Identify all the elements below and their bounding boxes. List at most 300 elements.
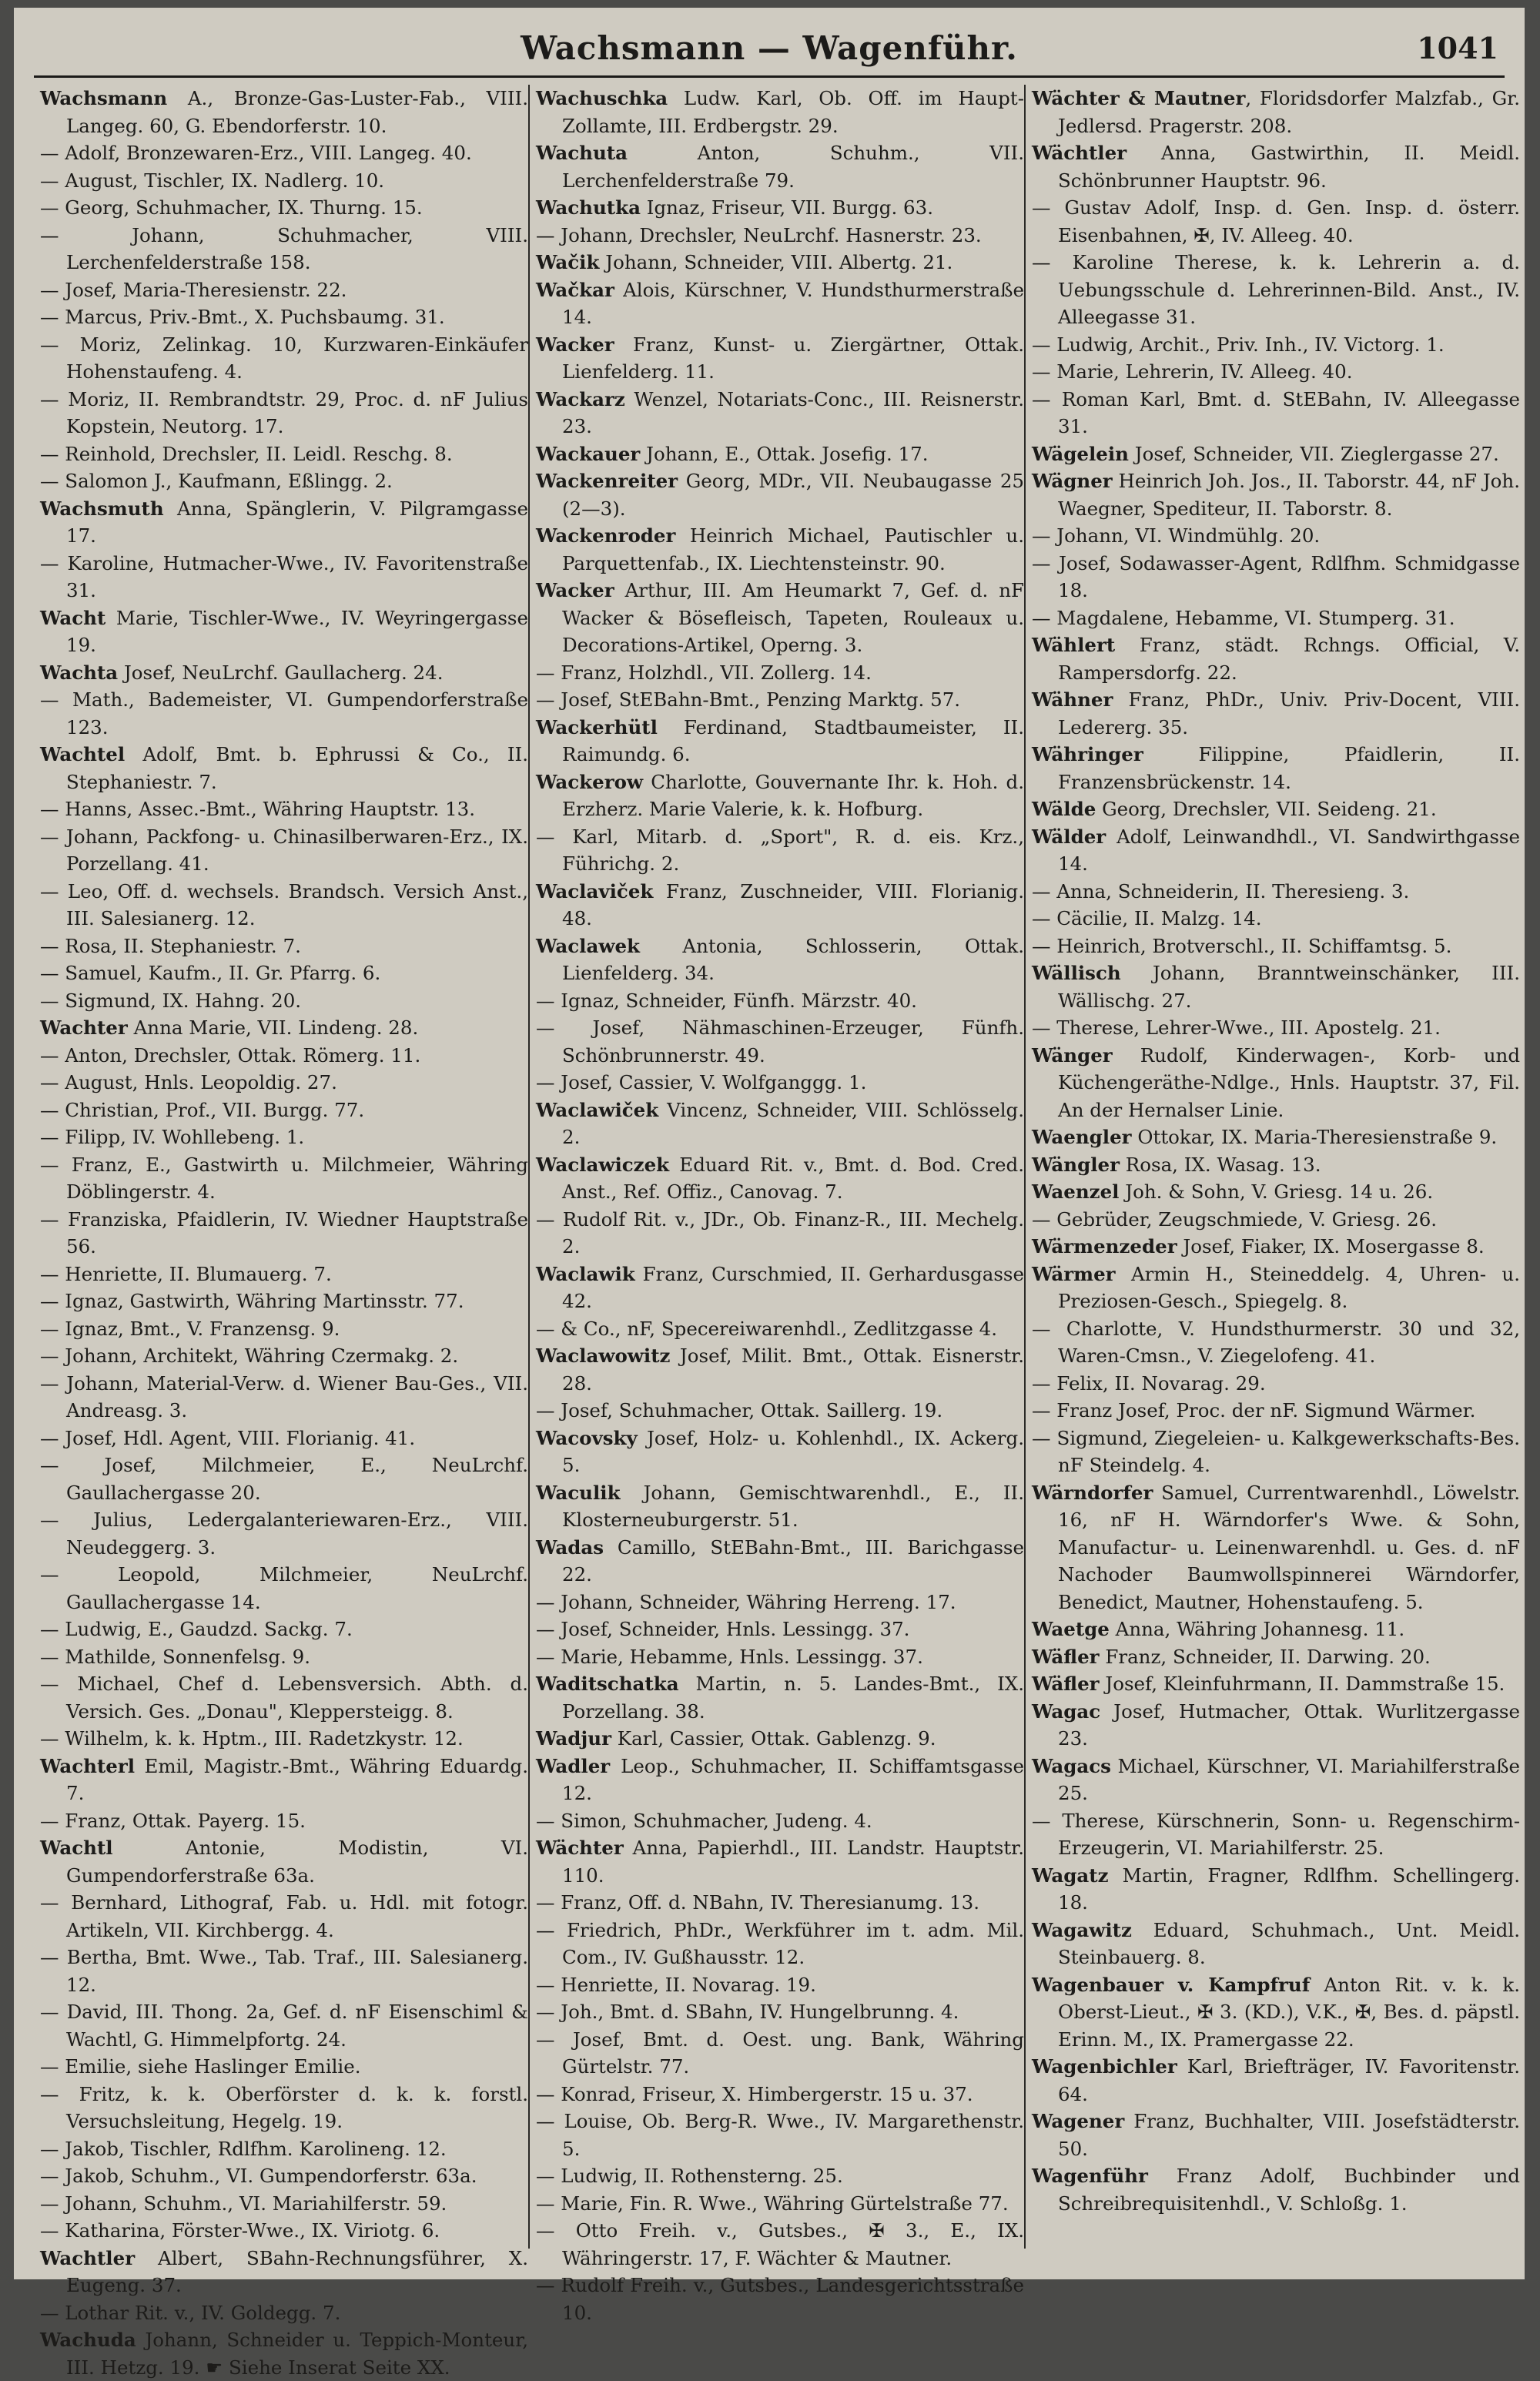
entry-surname: Wackenroder — [536, 524, 676, 547]
entry-surname: Wackauer — [536, 442, 641, 465]
directory-entry — [536, 1753, 1024, 1807]
entry-surname: Wähner — [1032, 688, 1113, 711]
entry-text: — Adolf, Bronzewaren-Erz., VIII. Langeg. 40. — [40, 142, 472, 164]
entry-text: — August, Hnls. Leopoldig. 27. — [40, 1071, 337, 1093]
entry-text: — Fritz, k. k. Oberförster d. k. k. forstl. Versuchsleitung, Hegelg. 19. — [40, 2082, 528, 2132]
directory-entry — [1032, 1643, 1520, 1671]
directory-entry — [1032, 1807, 1520, 1862]
entry-text: — Johann, Schuhmacher, VIII. Lerchenfelderstraße 158. — [40, 223, 528, 273]
directory-entry — [40, 1342, 528, 1370]
entry-text: — Karl, Mitarb. d. „Sport", R. d. eis. Krz., Führichg. 2. — [536, 825, 1024, 875]
entry-surname: Waclawiček — [536, 1098, 659, 1121]
entry-surname: Waenzel — [1032, 1180, 1120, 1203]
entry-surname: Wachterl — [40, 1754, 136, 1777]
entry-text: Marie, Tischler-Wwe., IV. Weyringergasse 19. — [66, 606, 528, 656]
entry-text: — Marie, Fin. R. Wwe., Währing Gürtelstraße 77. — [536, 2192, 1009, 2215]
directory-entry — [1032, 550, 1520, 604]
entry-text: A., Bronze-Gas-Luster-Fab., VIII. Langeg. 60, G. Ebendorferstr. 10. — [66, 87, 528, 137]
directory-entry — [40, 1370, 528, 1425]
entry-surname: Waculik — [536, 1481, 621, 1504]
directory-entry — [536, 386, 1024, 440]
entry-surname: Wachtl — [40, 1837, 113, 1859]
entry-text: — Marie, Lehrerin, IV. Alleeg. 40. — [1032, 360, 1353, 383]
directory-entry — [1032, 686, 1520, 741]
directory-entry — [1032, 1698, 1520, 1753]
directory-entry — [1032, 795, 1520, 823]
entry-text: Franz, Kunst- u. Ziergärtner, Ottak. Lienfelderg. 11. — [562, 333, 1024, 383]
entry-text: — Sigmund, IX. Hahng. 20. — [40, 989, 302, 1012]
directory-entry — [1032, 139, 1520, 194]
directory-entry — [536, 1425, 1024, 1479]
entry-text: Ottokar, IX. Maria-Theresienstraße 9. — [1131, 1126, 1498, 1148]
directory-entry — [1032, 194, 1520, 249]
entry-surname: Wachutka — [536, 196, 641, 219]
entry-surname: Wagener — [1032, 2110, 1125, 2132]
directory-entry — [1032, 823, 1520, 878]
directory-entry — [536, 139, 1024, 194]
directory-entry — [1032, 604, 1520, 632]
directory-entry — [536, 1725, 1024, 1753]
directory-entry — [536, 659, 1024, 687]
entry-surname: Wackarz — [536, 387, 625, 410]
directory-entry — [1032, 1370, 1520, 1398]
entry-surname: Wärndorfer — [1032, 1481, 1153, 1504]
entry-text: — Karoline, Hutmacher-Wwe., IV. Favoritenstraße 31. — [40, 551, 528, 601]
entry-text: Adolf, Bmt. b. Ephrussi & Co., II. Stephaniestr. 7. — [66, 743, 528, 793]
directory-entry — [536, 2108, 1024, 2162]
entry-text: — Ludwig, E., Gaudzd. Sackg. 7. — [40, 1618, 353, 1640]
directory-entry — [40, 550, 528, 604]
entry-surname: Wachta — [40, 661, 119, 684]
entry-text: Georg, Drechsler, VII. Seideng. 21. — [1096, 798, 1437, 820]
entry-text: — Johann, Schuhm., VI. Mariahilferstr. 59. — [40, 2192, 447, 2215]
directory-entry — [1032, 1315, 1520, 1370]
entry-text: — Johann, VI. Windmühlg. 20. — [1032, 524, 1321, 547]
directory-entry — [40, 1315, 528, 1343]
directory-entry — [536, 1479, 1024, 1534]
entry-text: — Heinrich, Brotverschl., II. Schiffamtsg. 5. — [1032, 934, 1452, 957]
entry-text: Anna Marie, VII. Lindeng. 28. — [127, 1016, 419, 1039]
directory-entry — [536, 714, 1024, 769]
entry-text: Franz, Schneider, II. Darwing. 20. — [1099, 1645, 1431, 1668]
directory-entry — [1032, 1397, 1520, 1425]
directory-entry — [536, 1069, 1024, 1097]
entry-text: Georg, MDr., VII. Neubaugasse 25 (2—3). — [562, 470, 1024, 520]
entry-text: — Franz, Holzhdl., VII. Zollerg. 14. — [536, 661, 872, 684]
entry-text: — Reinhold, Drechsler, II. Leidl. Reschg. 8. — [40, 442, 453, 465]
entry-text: Ignaz, Friseur, VII. Burgg. 63. — [640, 196, 934, 219]
entry-text: Karl, Briefträger, IV. Favoritenstr. 64. — [1058, 2055, 1520, 2105]
directory-entry — [40, 1807, 528, 1835]
column-divider — [528, 85, 530, 2249]
directory-entry — [40, 878, 528, 933]
entry-text: Anna, Gastwirthin, II. Meidl. Schönbrunner Hauptstr. 96. — [1058, 142, 1520, 192]
directory-entry — [40, 987, 528, 1015]
entry-surname: Wachuda — [40, 2329, 136, 2351]
directory-entry — [536, 1151, 1024, 1206]
entry-surname: Wächter — [536, 1837, 624, 1859]
entry-text: — Wilhelm, k. k. Hptm., III. Radetzkystr. 12. — [40, 1727, 464, 1750]
entry-text: Eduard Rit. v., Bmt. d. Bod. Cred. Anst., Ref. Offiz., Canovag. 7. — [562, 1153, 1024, 1203]
entry-text: — Franz, Ottak. Payerg. 15. — [40, 1809, 306, 1832]
entry-text: Franz, PhDr., Univ. Priv-Docent, VIII. Ledererg. 35. — [1058, 688, 1520, 738]
column-2 — [536, 85, 1024, 2324]
directory-entry — [40, 386, 528, 440]
directory-entry — [1032, 1616, 1520, 1643]
entry-surname: Wacker — [536, 579, 614, 601]
directory-entry — [40, 467, 528, 495]
entry-surname: Waengler — [1032, 1126, 1132, 1148]
directory-entry — [1032, 467, 1520, 522]
directory-entry — [536, 933, 1024, 987]
directory-entry — [1032, 249, 1520, 331]
directory-entry — [536, 1261, 1024, 1315]
entry-text: Anton Rit. v. k. k. Oberst-Lieut., ✠ 3. (KD.), V.K., ✠, Bes. d. päpstl. Erinn. M., IX. Pramergasse 22. — [1058, 1973, 1520, 2051]
entry-text: — Georg, Schuhmacher, IX. Thurng. 15. — [40, 196, 423, 219]
directory-entry — [536, 686, 1024, 714]
entry-text: Antonia, Schlosserin, Ottak. Lienfelderg. 34. — [562, 934, 1024, 984]
entry-text: — Simon, Schuhmacher, Judeng. 4. — [536, 1809, 872, 1832]
entry-text: Anna, Währing Johannesg. 11. — [1109, 1618, 1405, 1640]
column-divider — [1024, 85, 1026, 2249]
entry-text: Eduard, Schuhmach., Unt. Meidl. Steinbauerg. 8. — [1058, 1918, 1520, 1968]
entry-surname: Wackenreiter — [536, 470, 678, 492]
entry-text: — Bertha, Bmt. Wwe., Tab. Traf., III. Salesianerg. 12. — [40, 1946, 528, 1996]
directory-entry — [1032, 331, 1520, 359]
entry-surname: Waclaviček — [536, 879, 654, 903]
entry-text: — Salomon J., Kaufmann, Eßlingg. 2. — [40, 470, 393, 492]
directory-entry — [536, 249, 1024, 276]
directory-entry — [40, 1725, 528, 1753]
entry-text: — Konrad, Friseur, X. Himbergerstr. 15 u. 37. — [536, 2082, 973, 2105]
entry-text: Anna, Spänglerin, V. Pilgramgasse 17. — [66, 497, 528, 547]
entry-text: — Leo, Off. d. wechsels. Brandsch. Versich Anst., III. Salesianerg. 12. — [40, 879, 528, 929]
running-title: Wachsmann — Wagenführ. — [521, 29, 1018, 67]
entry-text: — Josef, Hdl. Agent, VIII. Florianig. 41. — [40, 1426, 416, 1449]
directory-entry — [40, 85, 528, 139]
entry-surname: Waclawek — [536, 934, 641, 957]
entry-surname: Waclawiczek — [536, 1153, 670, 1176]
directory-entry — [536, 1670, 1024, 1725]
directory-entry — [536, 331, 1024, 386]
directory-entry — [536, 1889, 1024, 1917]
entry-text: Samuel, Currentwarenhdl., Löwelstr. 16, nF H. Wärndorfer's Wwe. & Sohn, Manufactur- u. Leinenwarenhdl. u. Ges. d. nF Nachoder Baumwollspinnerei Wärndorfer, Benedict, Mautner, Hohenstaufeng. 5. — [1058, 1481, 1520, 1613]
directory-entry — [40, 1097, 528, 1124]
entry-text: — Josef, Milchmeier, E., NeuLrchf. Gaullachergasse 20. — [40, 1454, 528, 1504]
entry-text: — Franz, E., Gastwirth u. Milchmeier, Währing Döblingerstr. 4. — [40, 1153, 528, 1203]
directory-entry — [536, 987, 1024, 1015]
entry-text: — Rosa, II. Stephaniestr. 7. — [40, 934, 301, 957]
header-rule — [34, 75, 1505, 78]
entry-text: — Johann, Material-Verw. d. Wiener Bau-Ges., VII. Andreasg. 3. — [40, 1371, 528, 1422]
entry-surname: Wachsmuth — [40, 497, 164, 520]
directory-entry — [40, 1670, 528, 1725]
entry-surname: Wackerow — [536, 770, 644, 793]
directory-entry — [1032, 1862, 1520, 1917]
directory-entry — [40, 795, 528, 823]
entry-surname: Wačik — [536, 251, 600, 273]
directory-entry — [1032, 2053, 1520, 2108]
entry-text: — Louise, Ob. Berg-R. Wwe., IV. Margarethenstr. 5. — [536, 2110, 1024, 2160]
entry-text: — Johann, Schneider, Währing Herreng. 17. — [536, 1590, 956, 1613]
entry-text: — Cäcilie, II. Malzg. 14. — [1032, 907, 1262, 929]
entry-text: — Gebrüder, Zeugschmiede, V. Griesg. 26. — [1032, 1207, 1438, 1231]
directory-entry — [536, 1998, 1024, 2026]
entry-text: — Rudolf Freih. v., Gutsbes., Landesgerichtsstraße 10. — [536, 2274, 1024, 2324]
entry-text: — Filipp, IV. Wohllebeng. 1. — [40, 1126, 305, 1148]
entry-text: — Johann, Packfong- u. Chinasilberwaren-Erz., IX. Porzellang. 41. — [40, 825, 528, 875]
entry-text: — Mathilde, Sonnenfelsg. 9. — [40, 1645, 311, 1668]
directory-entry — [1032, 1178, 1520, 1206]
entry-text: — Therese, Lehrer-Wwe., III. Apostelg. 21. — [1032, 1016, 1441, 1039]
entry-text: Franz, Zuschneider, VIII. Florianig. 48. — [562, 879, 1024, 929]
directory-entry — [40, 167, 528, 195]
entry-text: Heinrich Joh. Jos., II. Taborstr. 44, nF Joh. Waegner, Spediteur, II. Taborstr. 8. — [1058, 470, 1520, 520]
directory-entry — [40, 604, 528, 659]
entry-text: Johann, E., Ottak. Josefig. 17. — [640, 442, 929, 465]
directory-entry — [536, 577, 1024, 659]
entry-text: Johann, Schneider u. Teppich-Monteur, III. Hetzg. 19. ☛ Siehe Inserat Seite XX. — [66, 2329, 528, 2379]
directory-entry — [40, 1834, 528, 1889]
entry-surname: Wagenführ — [1032, 2165, 1148, 2187]
entry-surname: Wälde — [1032, 798, 1096, 820]
directory-entry — [536, 440, 1024, 468]
entry-text: — Gustav Adolf, Insp. d. Gen. Insp. d. österr. Eisenbahnen, ✠, IV. Alleeg. 40. — [1032, 196, 1520, 246]
entry-text: — Jakob, Tischler, Rdlfhm. Karolineng. 12. — [40, 2137, 447, 2160]
entry-surname: Wačkar — [536, 278, 614, 301]
entry-surname: Wächter & Mautner — [1032, 87, 1246, 109]
directory-entry — [40, 659, 528, 687]
directory-entry — [40, 1889, 528, 1944]
entry-text: — Josef, Sodawasser-Agent, Rdlfhm. Schmidgasse 18. — [1032, 551, 1520, 601]
entry-surname: Wagenbauer v. Kampfruf — [1032, 1973, 1311, 1996]
entry-text: — Anton, Drechsler, Ottak. Römerg. 11. — [40, 1043, 421, 1067]
entry-text: — Franz, Off. d. NBahn, IV. Theresianumg. 13. — [536, 1891, 980, 1914]
entry-text: — Ignaz, Gastwirth, Währing Martinsstr. 77. — [40, 1290, 464, 1312]
entry-text: Josef, Fiaker, IX. Mosergasse 8. — [1177, 1235, 1485, 1257]
entry-text: — Math., Bademeister, VI. Gumpendorferstraße 123. — [40, 688, 528, 738]
entry-surname: Wängler — [1032, 1153, 1120, 1176]
directory-entry — [1032, 933, 1520, 960]
directory-entry — [536, 2190, 1024, 2218]
entry-text: — Christian, Prof., VII. Burgg. 77. — [40, 1098, 365, 1121]
entry-text: — Michael, Chef d. Lebensversich. Abth. d. Versich. Ges. „Donau", Kleppersteigg. 8. — [40, 1673, 528, 1723]
directory-entry — [40, 1616, 528, 1643]
entry-text: — Anna, Schneiderin, II. Theresieng. 3. — [1032, 879, 1410, 903]
directory-entry — [1032, 741, 1520, 795]
entry-text: Arthur, III. Am Heumarkt 7, Gef. d. nF Wacker & Bösefleisch, Tapeten, Rouleaux u. Decorations-Artikel, Operng. 3. — [562, 579, 1024, 656]
directory-entry — [1032, 1151, 1520, 1179]
directory-entry — [40, 440, 528, 468]
entry-text: Josef, Milit. Bmt., Ottak. Eisnerstr. 28. — [562, 1345, 1024, 1395]
entry-surname: Waclawik — [536, 1262, 635, 1285]
entry-text: Vincenz, Schneider, VIII. Schlösselg. 2. — [562, 1098, 1024, 1148]
directory-entry — [40, 1124, 528, 1151]
entry-text: — Leopold, Milchmeier, NeuLrchf. Gaullachergasse 14. — [40, 1563, 528, 1613]
entry-text: — Josef, Schneider, Hnls. Lessingg. 37. — [536, 1618, 910, 1640]
entry-surname: Wagatz — [1032, 1864, 1109, 1887]
directory-entry — [536, 2217, 1024, 2272]
entry-text: Franz, Buchhalter, VIII. Josefstädterstr. 50. — [1058, 2110, 1520, 2160]
column-3 — [1032, 85, 1520, 2264]
directory-entry — [40, 194, 528, 222]
directory-entry — [40, 331, 528, 386]
directory-entry — [536, 1097, 1024, 1151]
directory-entry — [536, 1589, 1024, 1616]
entry-text: Franz Adolf, Buchbinder und Schreibrequisitenhdl., V. Schloßg. 1. — [1058, 2165, 1520, 2215]
directory-entry — [1032, 2108, 1520, 2162]
directory-entry — [40, 1151, 528, 1206]
entry-text: Heinrich Michael, Pautischler u. Parquettenfab., IX. Liechtensteinstr. 90. — [562, 524, 1024, 574]
directory-entry — [40, 933, 528, 960]
entry-text: — & Co., nF, Specereiwarenhdl., Zedlitzgasse 4. — [536, 1317, 998, 1340]
directory-entry — [1032, 1206, 1520, 1234]
entry-surname: Waclawowitz — [536, 1345, 671, 1367]
directory-entry — [536, 522, 1024, 577]
directory-entry — [40, 1452, 528, 1506]
entry-text: Franz, Curschmied, II. Gerhardusgasse 42. — [562, 1262, 1024, 1312]
directory-entry — [40, 139, 528, 167]
directory-entry — [40, 1561, 528, 1616]
entry-surname: Wärmer — [1032, 1262, 1116, 1285]
directory-entry — [40, 1643, 528, 1671]
entry-surname: Wachter — [40, 1016, 128, 1039]
entry-surname: Wäfler — [1032, 1645, 1100, 1668]
directory-entry — [536, 467, 1024, 522]
directory-entry — [40, 959, 528, 987]
entry-surname: Wächtler — [1032, 142, 1127, 164]
entry-text: Josef, Kleinfuhrmann, II. Dammstraße 15. — [1099, 1673, 1505, 1695]
entry-text: Franz, städt. Rchngs. Official, V. Rampersdorfg. 22. — [1058, 634, 1520, 684]
entry-text: — Rudolf Rit. v., JDr., Ob. Finanz-R., III. Mechelg. 2. — [536, 1207, 1024, 1257]
directory-entry — [536, 1834, 1024, 1889]
entry-text: Josef, NeuLrchf. Gaullacherg. 24. — [118, 661, 444, 684]
entry-text: — Moriz, Zelinkag. 10, Kurzwaren-Einkäufer Hohenstaufeng. 4. — [40, 333, 528, 383]
entry-text: — Magdalene, Hebamme, VI. Stumperg. 31. — [1032, 606, 1455, 629]
entry-surname: Wagacs — [1032, 1754, 1111, 1777]
entry-surname: Wagac — [1032, 1700, 1101, 1723]
directory-entry — [40, 303, 528, 331]
entry-text: Albert, SBahn-Rechnungsführer, X. Eugeng. 37. — [66, 2246, 528, 2296]
directory-entry — [536, 1917, 1024, 1971]
entry-surname: Wällisch — [1032, 962, 1121, 984]
directory-entry — [536, 1206, 1024, 1261]
entry-text: — Samuel, Kaufm., II. Gr. Pfarrg. 6. — [40, 962, 381, 984]
entry-text: — August, Tischler, IX. Nadlerg. 10. — [40, 169, 385, 192]
entry-text: , Floridsdorfer Malzfab., Gr. Jedlersd. Pragerstr. 208. — [1058, 87, 1520, 137]
entry-text: Johann, Branntweinschänker, III. Wällischg. 27. — [1058, 962, 1520, 1012]
entry-text: — Moriz, II. Rembrandtstr. 29, Proc. d. nF Julius Kopstein, Neutorg. 17. — [40, 387, 528, 437]
column-1 — [40, 85, 528, 2379]
entry-surname: Waetge — [1032, 1618, 1110, 1640]
entry-surname: Wälder — [1032, 825, 1106, 848]
entry-text: — Friedrich, PhDr., Werkführer im t. adm. Mil. Com., IV. Gußhausstr. 12. — [536, 1918, 1024, 1968]
entry-text: — Emilie, siehe Haslinger Emilie. — [40, 2055, 361, 2078]
entry-surname: Wadler — [536, 1754, 611, 1777]
entry-surname: Wagenbichler — [1032, 2055, 1177, 2078]
directory-entry — [536, 222, 1024, 249]
entry-text: — Josef, StEBahn-Bmt., Penzing Marktg. 57. — [536, 688, 961, 711]
entry-text: — Roman Karl, Bmt. d. StEBahn, IV. Alleegasse 31. — [1032, 387, 1520, 437]
entry-surname: Wachuschka — [536, 87, 668, 109]
directory-entry — [40, 2299, 528, 2327]
entry-text: — Johann, Drechsler, NeuLrchf. Hasnerstr. 23. — [536, 223, 982, 246]
entry-surname: Wäfler — [1032, 1673, 1100, 1695]
directory-entry — [1032, 1971, 1520, 2054]
directory-entry — [536, 769, 1024, 823]
entry-text: — Franz Josef, Proc. der nF. Sigmund Wärmer. — [1032, 1399, 1476, 1422]
directory-entry — [40, 1944, 528, 1998]
directory-entry — [1032, 1124, 1520, 1151]
entry-text: — Josef, Maria-Theresienstr. 22. — [40, 278, 347, 301]
entry-surname: Wagawitz — [1032, 1918, 1132, 1941]
directory-entry — [1032, 1261, 1520, 1315]
entry-text: Josef, Schneider, VII. Zieglergasse 27. — [1129, 442, 1499, 465]
entry-surname: Wachuta — [536, 142, 628, 164]
entry-text: Rudolf, Kinderwagen-, Korb- und Küchengeräthe-Ndlge., Hnls. Hauptstr. 37, Fil. An der Hernalser Linie. — [1058, 1043, 1520, 1121]
entry-text: — Franziska, Pfaidlerin, IV. Wiedner Hauptstraße 56. — [40, 1207, 528, 1257]
entry-text: — Josef, Cassier, V. Wolfganggg. 1. — [536, 1071, 867, 1093]
directory-entry — [40, 1753, 528, 1807]
entry-text: — Joh., Bmt. d. SBahn, IV. Hungelbrunng. 4. — [536, 2001, 959, 2023]
entry-surname: Waditschatka — [536, 1673, 679, 1695]
directory-entry — [536, 1397, 1024, 1425]
directory-entry — [40, 2190, 528, 2218]
entry-text: Alois, Kürschner, V. Hundsthurmerstraße 14. — [562, 278, 1024, 328]
directory-entry — [1032, 85, 1520, 139]
directory-entry — [40, 2053, 528, 2081]
directory-entry — [40, 1506, 528, 1561]
directory-entry — [536, 2162, 1024, 2190]
directory-entry — [536, 194, 1024, 222]
entry-text: — Jakob, Schuhm., VI. Gumpendorferstr. 63a. — [40, 2165, 477, 2187]
directory-entry — [536, 2081, 1024, 2108]
entry-text: — David, III. Thong. 2a, Gef. d. nF Eisenschiml & Wachtl, G. Himmelpfortg. 24. — [40, 2001, 528, 2051]
directory-entry — [40, 1206, 528, 1261]
entry-surname: Wacovsky — [536, 1426, 638, 1449]
entry-surname: Wachtel — [40, 743, 126, 765]
entry-text: — Lothar Rit. v., IV. Goldegg. 7. — [40, 2301, 341, 2324]
directory-entry — [1032, 905, 1520, 933]
entry-text: — Marie, Hebamme, Hnls. Lessingg. 37. — [536, 1645, 923, 1668]
directory-entry — [1032, 2162, 1520, 2217]
entry-text: Joh. & Sohn, V. Griesg. 14 u. 26. — [1119, 1180, 1434, 1203]
entry-surname: Wärmenzeder — [1032, 1235, 1177, 1257]
directory-entry — [536, 1643, 1024, 1671]
entry-text: — Henriette, II. Blumauerg. 7. — [40, 1262, 332, 1285]
directory-entry — [1032, 440, 1520, 468]
entry-text: Emil, Magistr.-Bmt., Währing Eduardg. 7. — [66, 1754, 528, 1804]
directory-entry — [40, 2245, 528, 2299]
directory-entry — [536, 1807, 1024, 1835]
directory-entry — [1032, 878, 1520, 906]
entry-text: Filippine, Pfaidlerin, II. Franzensbrückenstr. 14. — [1058, 743, 1520, 793]
directory-entry — [536, 1534, 1024, 1589]
directory-entry — [40, 495, 528, 550]
directory-entry — [1032, 631, 1520, 686]
directory-entry — [1032, 386, 1520, 440]
entry-text: — Julius, Ledergalanteriewaren-Erz., VIII. Neudeggerg. 3. — [40, 1509, 528, 1559]
entry-text: — Ignaz, Schneider, Fünfh. Märzstr. 40. — [536, 989, 917, 1012]
directory-entry — [40, 1014, 528, 1042]
entry-text: Charlotte, Gouvernante Ihr. k. Hoh. d. Erzherz. Marie Valerie, k. k. Hofburg. — [562, 770, 1024, 820]
entry-text: Josef, Holz- u. Kohlenhdl., IX. Ackerg. 5. — [562, 1426, 1024, 1476]
directory-entry — [1032, 959, 1520, 1014]
entry-surname: Wägner — [1032, 470, 1113, 492]
entry-text: — Bernhard, Lithograf, Fab. u. Hdl. mit fotogr. Artikeln, VII. Kirchbergg. 4. — [40, 1891, 528, 1941]
entry-text: — Otto Freih. v., Gutsbes., ✠ 3., E., IX. Währingerstr. 17, F. Wächter & Mautner. — [536, 2219, 1024, 2269]
entry-text: — Felix, II. Novarag. 29. — [1032, 1371, 1266, 1395]
